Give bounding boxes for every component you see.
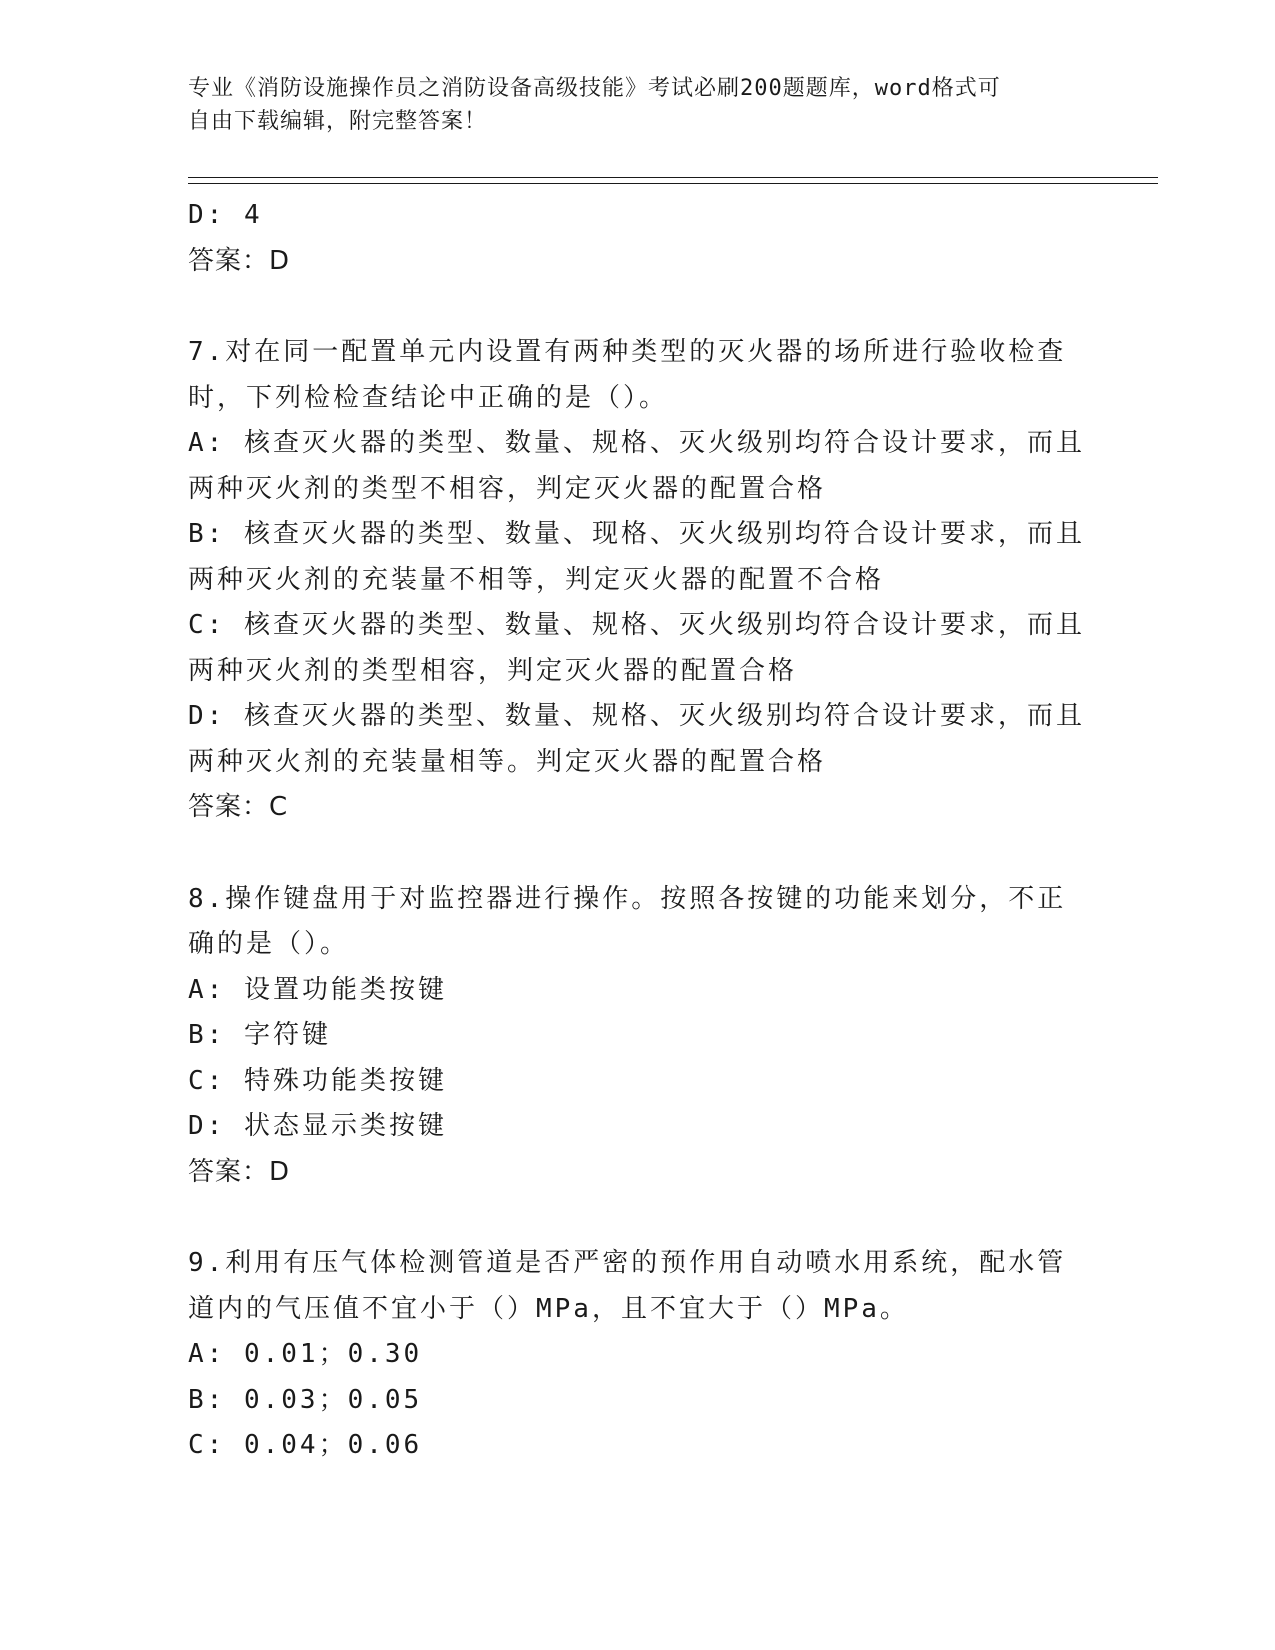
option-a: A: 0.01；0.30 [188,1339,423,1369]
answer-line: 答案：D [188,1156,291,1187]
header-title-line-1: 专业《消防设施操作员之消防设备高级技能》考试必刷200题题库，word格式可 [188,76,1001,101]
option-d-continued: 两种灭火剂的充装量相等。判定灭火器的配置合格 [188,746,827,777]
header-divider-top [188,177,1158,178]
question-stem: 确的是（）。 [188,929,350,959]
question-7 [188,330,1088,831]
option-b: B: 字符键 [188,1020,331,1050]
option-d: D: 核查灭火器的类型、数量、规格、灭火级别均符合设计要求，而且 [188,701,1085,731]
option-c-continued: 两种灭火剂的类型相容，判定灭火器的配置合格 [188,655,798,686]
option-d: D: 状态显示类按键 [188,1111,447,1141]
previous-question-tail [188,193,1088,284]
option-a: A: 设置功能类按键 [188,974,447,1005]
option-b: B: 0.03；0.05 [188,1384,423,1415]
question-stem: 7.对在同一配置单元内设置有两种类型的灭火器的场所进行验收检查 [188,337,1067,367]
option-a-continued: 两种灭火剂的类型不相容，判定灭火器的配置合格 [188,473,827,504]
option-a: A: 核查灭火器的类型、数量、规格、灭火级别均符合设计要求，而且 [188,428,1085,458]
spacer [188,1195,1088,1241]
option-c: C: 0.04；0.06 [188,1430,423,1460]
option-b-continued: 两种灭火剂的充装量不相等，判定灭火器的配置不合格 [188,564,885,595]
question-stem: 道内的气压值不宜小于（）MPa，且不宜大于（）MPa。 [188,1293,909,1324]
question-9 [188,1241,1088,1469]
option-c: C: 特殊功能类按键 [188,1065,447,1096]
spacer [188,284,1088,330]
question-stem: 9.利用有压气体检测管道是否严密的预作用自动喷水用系统，配水管 [188,1248,1067,1278]
question-stem: 8.操作键盘用于对监控器进行操作。按照各按键的功能来划分，不正 [188,883,1067,914]
header-title-line-2: 自由下载编辑，附完整答案！ [188,109,488,134]
option-b: B: 核查灭火器的类型、数量、现格、灭火级别均符合设计要求，而且 [188,519,1085,549]
option-d: D: 4 [188,200,263,230]
spacer [188,831,1088,877]
page-header [188,72,1088,138]
document-body [188,193,1088,1469]
question-8 [188,877,1088,1196]
question-stem: 时，下列检检查结论中正确的是（）。 [188,382,669,413]
option-c: C: 核查灭火器的类型、数量、规格、灭火级别均符合设计要求，而且 [188,610,1085,640]
answer-line: 答案：D [188,245,291,276]
header-divider-bottom [188,183,1158,184]
answer-line: 答案：C [188,792,289,822]
